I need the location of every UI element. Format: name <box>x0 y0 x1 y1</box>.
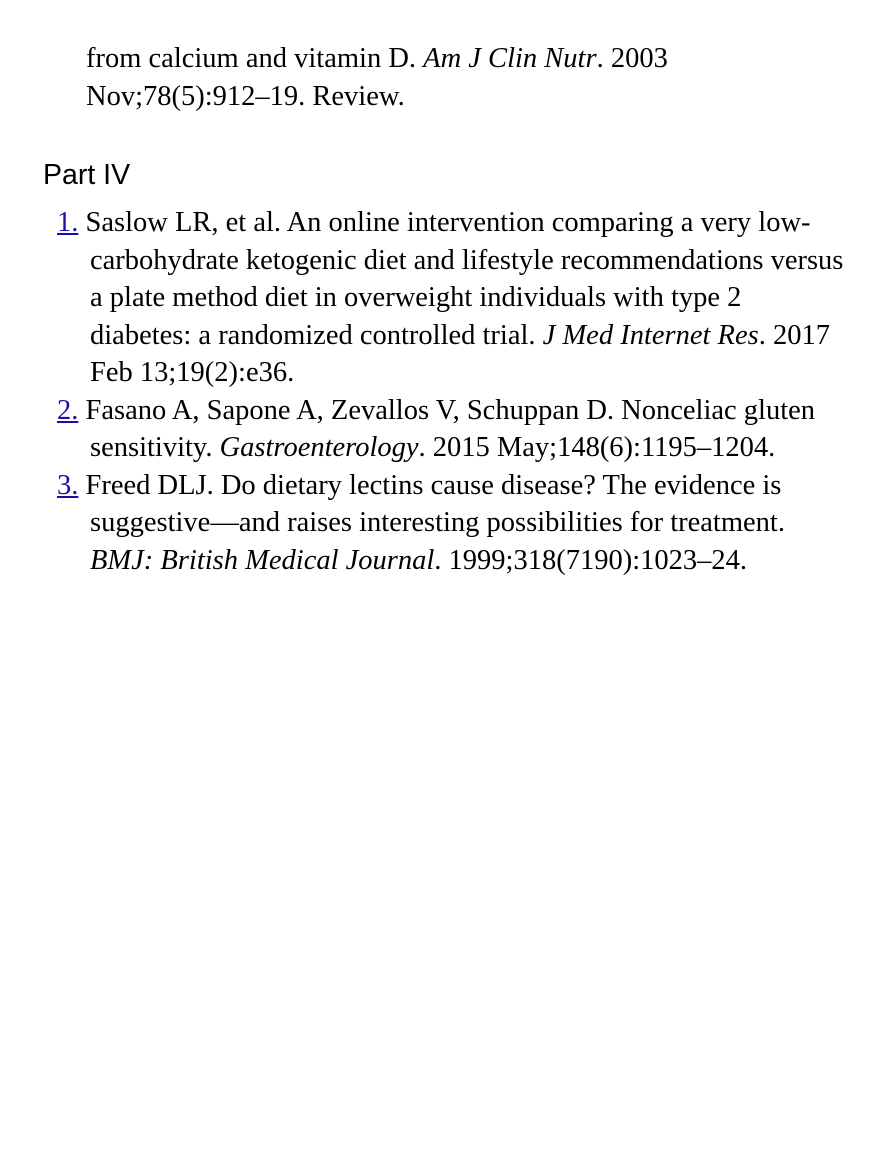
reference-text: Fasano A, Sapone A, Zevallos V, Schuppan D. Nonceliac gluten sensitivity. <box>85 394 816 463</box>
journal-title: Gastroenterology <box>219 432 419 463</box>
reference-item-3 <box>57 467 847 580</box>
reference-text: Freed DLJ. Do dietary lectins cause disease? The evidence is suggestive—and raises interesting possibilities for treatment. <box>85 469 785 538</box>
reference-list <box>57 204 847 579</box>
reference-number-link[interactable]: 3. <box>57 469 79 501</box>
reference-text: from calcium and vitamin D. <box>86 43 417 74</box>
reference-continuation <box>86 40 846 115</box>
reference-number-link[interactable]: 1. <box>57 207 79 238</box>
reference-citation: . 2017 Feb 13;19(2):e36. <box>90 319 830 388</box>
reference-item-2 <box>57 392 847 467</box>
reference-citation: . 2015 May;148(6):1195–1204. <box>418 432 776 463</box>
journal-title: Am J Clin Nutr <box>423 43 597 74</box>
reference-citation: . 2003 Nov;78(5):912–19. Review. <box>86 43 668 112</box>
reference-text: Saslow LR, et al. An online intervention comparing a very low-carbohydrate ketogenic diet and lifestyle recommendations versus a plate method diet in overweight individuals with type 2 diabetes: a randomized controlled trial. <box>85 207 844 351</box>
reference-citation: . 1999;318(7190):1023–24. <box>434 544 747 576</box>
section-heading: Part IV <box>43 159 131 191</box>
journal-title: BMJ: British Medical Journal <box>90 544 435 576</box>
reference-number-link[interactable]: 2. <box>57 394 79 426</box>
journal-title: J Med Internet Res <box>542 319 759 351</box>
reference-item-1 <box>57 204 847 392</box>
